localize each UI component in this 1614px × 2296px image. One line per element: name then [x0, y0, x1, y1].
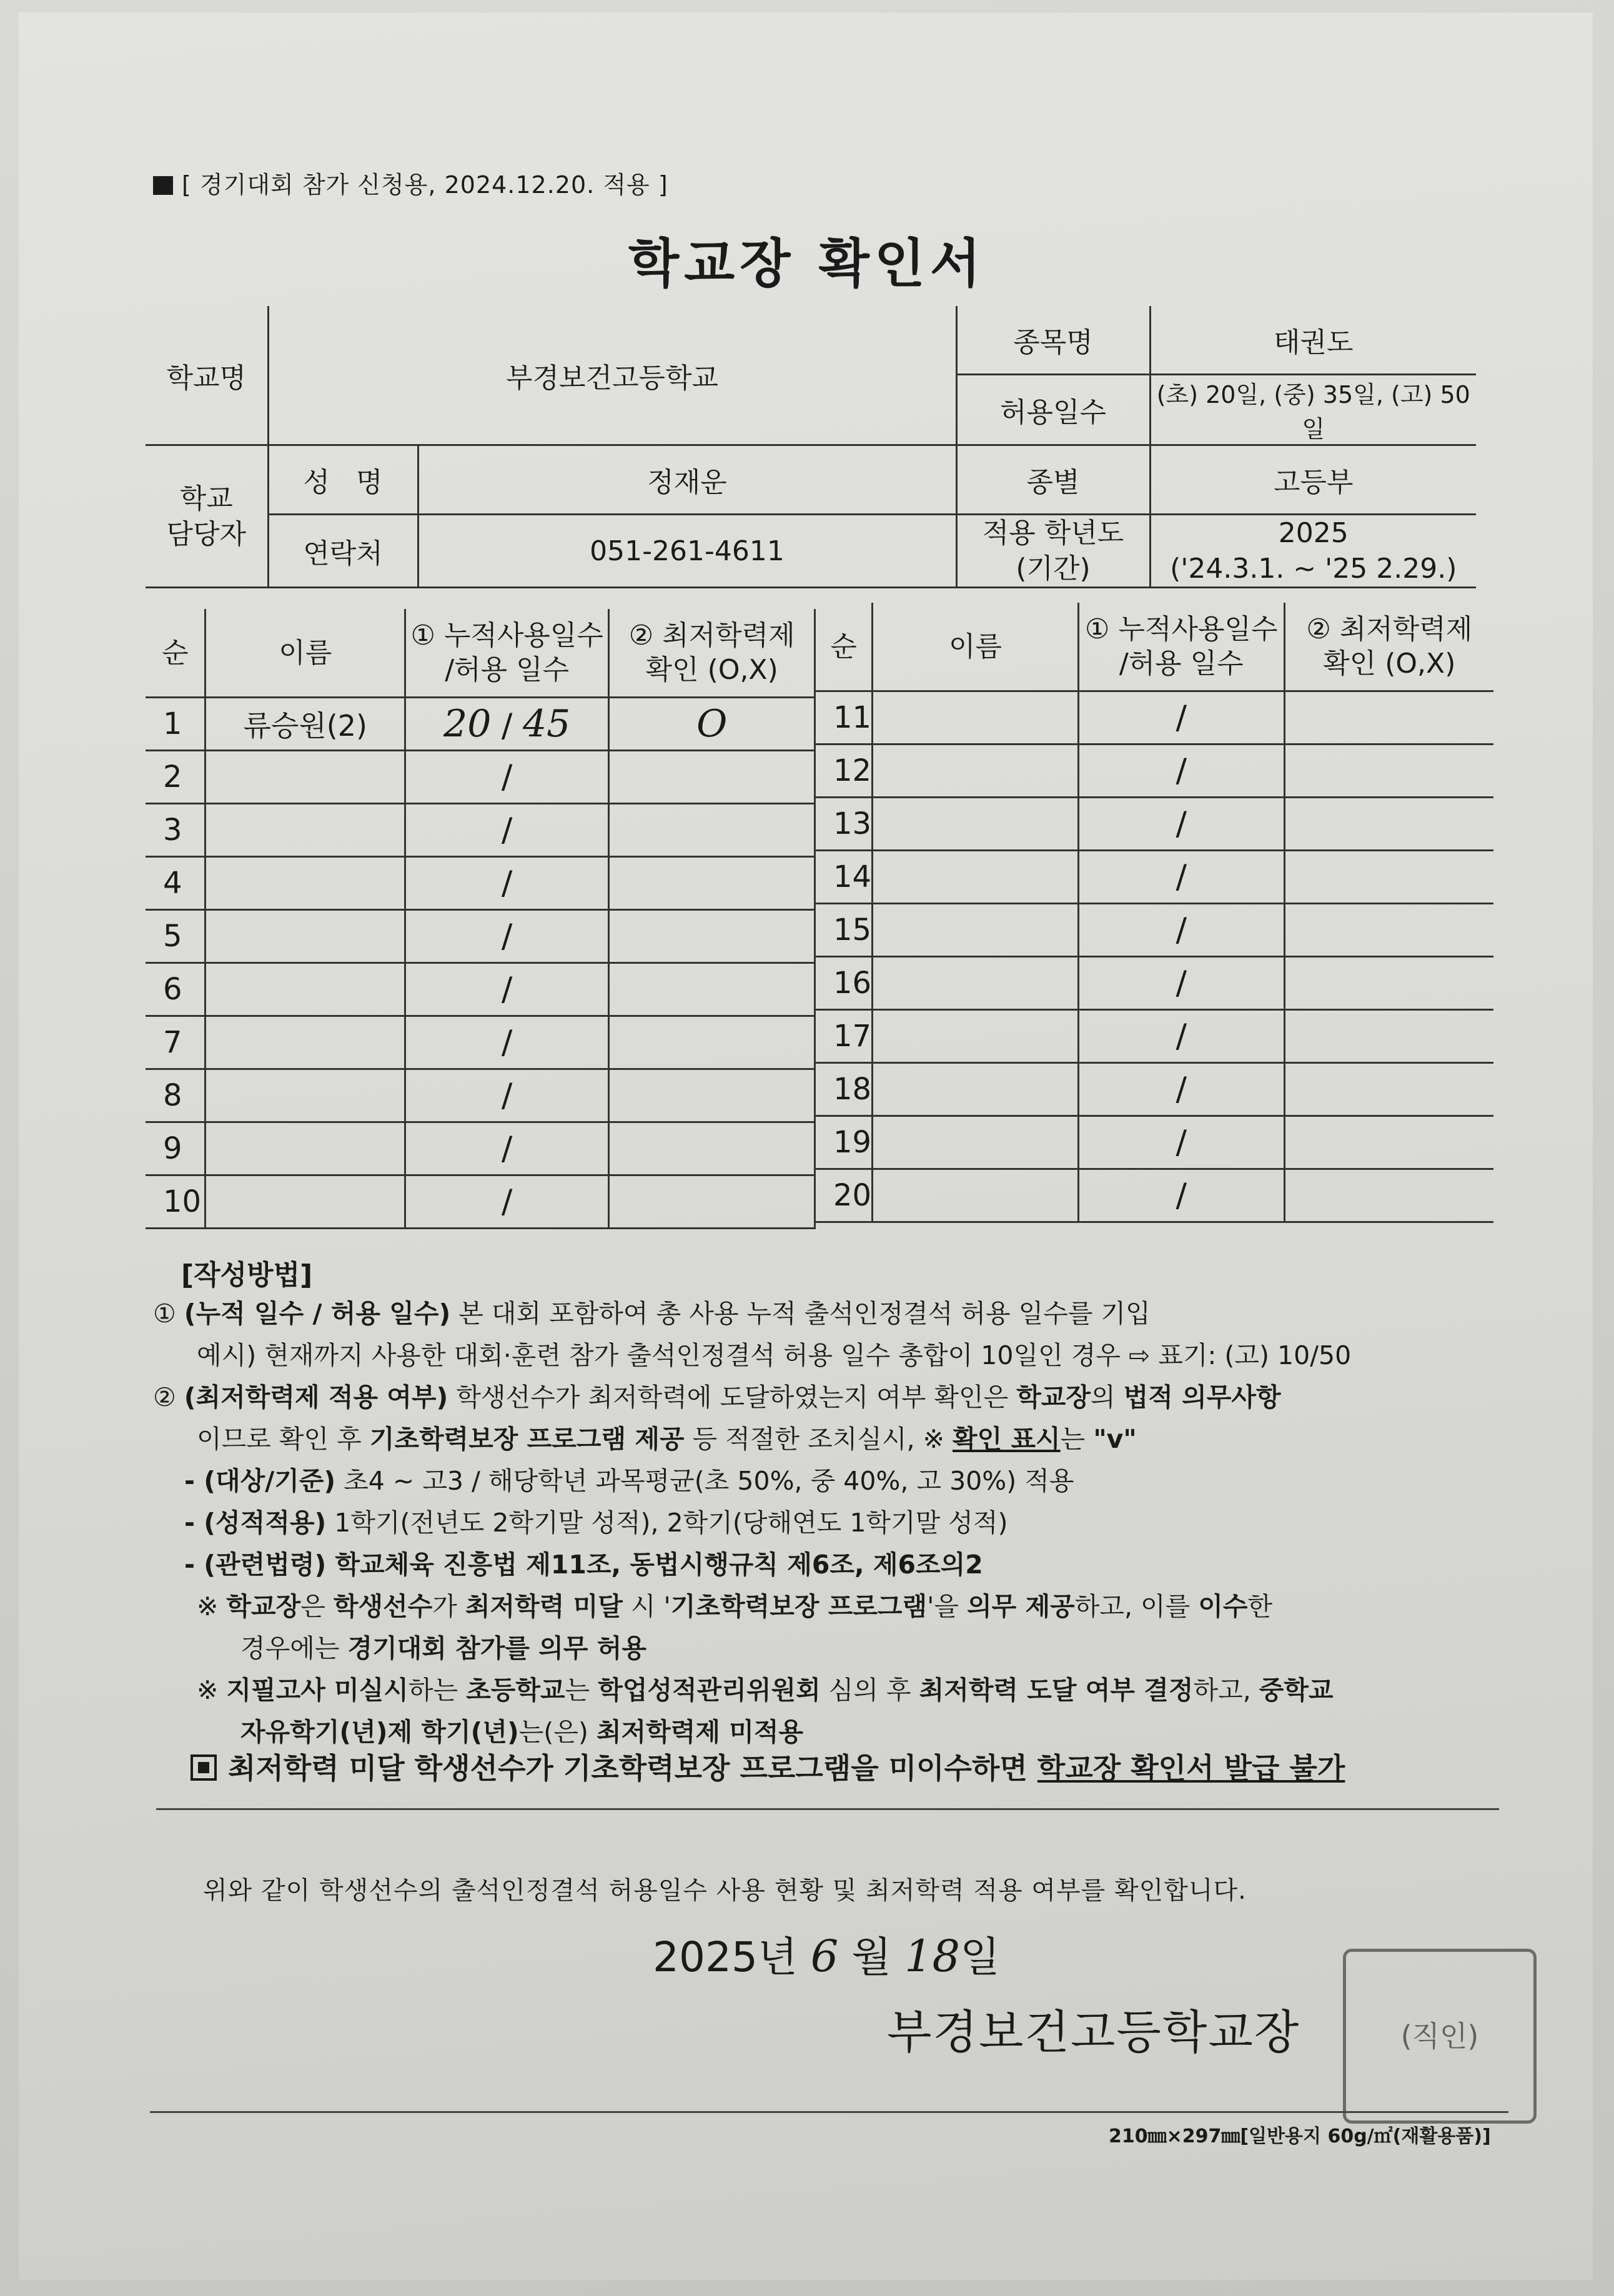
table-row — [816, 957, 1493, 1010]
row-number: 3 — [146, 804, 205, 857]
table-row — [816, 691, 1493, 745]
divider — [156, 1808, 1499, 1810]
confirmation-statement: 위와 같이 학생선수의 출석인정결석 허용일수 사용 현황 및 최저학력 적용 여부를 확인합니다. — [203, 1876, 1247, 1905]
slash-separator: / — [501, 918, 513, 955]
table-row — [146, 1016, 815, 1069]
min-academic-check — [609, 751, 815, 804]
days-used-allowed — [405, 1016, 608, 1069]
school-info-table — [146, 306, 1476, 588]
min-academic-check — [609, 910, 815, 963]
remark-1: ※ 학교장은 학생선수가 최저학력 미달 시 '기초학력보장 프로그램'을 의무 제공하고, 이를 이수한 — [197, 1591, 1273, 1621]
days-used-allowed — [1078, 798, 1284, 851]
min-academic-check — [1284, 745, 1493, 798]
min-academic-check — [1284, 1169, 1493, 1222]
document-title: 학교장 확인서 — [628, 233, 986, 294]
table-row — [146, 910, 815, 963]
allowed-days-label: 허용일수 — [956, 375, 1150, 445]
days-allowed: 45 — [522, 702, 571, 746]
divider — [150, 2111, 1508, 2113]
days-used-allowed — [405, 1069, 608, 1122]
sport-label: 종목명 — [956, 306, 1150, 375]
days-used-allowed — [1078, 1116, 1284, 1169]
division-label: 종별 — [956, 445, 1150, 515]
remark-2-cont: 자유학기(년)제 학기(년)는(은) 최저학력제 미적용 — [240, 1717, 804, 1747]
school-label: 학교명 — [146, 306, 268, 445]
table-row — [816, 851, 1493, 904]
row-number: 11 — [816, 691, 873, 745]
detail-grades: - (성적적용) 1학기(전년도 2학기말 성적), 2학기(당해연도 1학기말 성적) — [184, 1508, 1008, 1538]
participant-name — [205, 1016, 405, 1069]
row-number: 17 — [816, 1010, 873, 1063]
table-row — [146, 963, 815, 1016]
row-number: 15 — [816, 904, 873, 957]
col-header-name: 이름 — [205, 609, 405, 698]
days-used-allowed — [405, 910, 608, 963]
participant-name — [205, 963, 405, 1016]
principal-name: 부경보건고등학교장 — [887, 2006, 1300, 2059]
participant-name — [205, 1122, 405, 1175]
row-number: 10 — [146, 1175, 205, 1229]
instructions-title: [작성방법] — [181, 1259, 313, 1291]
days-used-allowed — [405, 804, 608, 857]
min-academic-check — [1284, 1063, 1493, 1116]
name-value: 정재운 — [418, 445, 956, 515]
row-number: 20 — [816, 1169, 873, 1222]
school-value: 부경보건고등학교 — [268, 306, 956, 445]
participant-name — [873, 957, 1079, 1010]
issue-date: 2025년 6 월 18일 — [653, 1931, 1000, 1982]
row-number: 6 — [146, 963, 205, 1016]
table-row — [146, 804, 815, 857]
slash-separator: / — [1176, 1017, 1187, 1055]
min-academic-check — [609, 1016, 815, 1069]
table-row — [146, 1122, 815, 1175]
check-mark: O — [696, 702, 728, 746]
days-used-allowed — [405, 963, 608, 1016]
min-academic-check — [609, 1069, 815, 1122]
days-used-allowed — [405, 751, 608, 804]
days-used-allowed — [1078, 1063, 1284, 1116]
row-number: 1 — [146, 698, 205, 751]
participant-name — [205, 1175, 405, 1229]
row-number: 7 — [146, 1016, 205, 1069]
sport-value: 태권도 — [1150, 306, 1476, 375]
name-label: 성 명 — [268, 445, 418, 515]
remark-2: ※ 지필고사 미실시하는 초등학교는 학업성적관리위원회 심의 후 최저학력 도달 여부 결정하고, 중학교 — [197, 1675, 1334, 1705]
slash-separator: / — [1176, 752, 1187, 789]
table-row — [816, 1063, 1493, 1116]
col-header-no: 순 — [146, 609, 205, 698]
days-used-allowed — [405, 698, 608, 751]
min-academic-check — [609, 1122, 815, 1175]
seal-mark: (직인) — [1400, 2019, 1479, 2053]
paper-spec-footer: 210㎜×297㎜[일반용지 60g/㎡(재활용품)] — [1109, 2125, 1491, 2147]
square-bullet-icon — [153, 176, 173, 195]
col-header-days: ① 누적사용일수 /허용 일수 — [1078, 603, 1284, 691]
slash-separator: / — [1176, 805, 1187, 843]
final-notice: 최저학력 미달 학생선수가 기초학력보장 프로그램을 미이수하면 학교장 확인서 발급 불가 — [191, 1746, 1345, 1787]
form-version-tag: [ 경기대회 참가 신청용, 2024.12.20. 적용 ] — [153, 166, 668, 200]
days-used-allowed — [1078, 957, 1284, 1010]
instructions-body — [153, 1293, 1515, 1753]
note-1-example: 예시) 현재까지 사용한 대회·훈련 참가 출석인정결석 허용 일수 총합이 10일인 경우 ⇨ 표기: (고) 10/50 — [197, 1340, 1352, 1370]
table-row — [146, 1175, 815, 1229]
min-academic-check — [609, 698, 815, 751]
min-academic-check — [609, 857, 815, 910]
slash-separator: / — [501, 1183, 513, 1220]
table-row — [816, 1116, 1493, 1169]
col-header-name: 이름 — [873, 603, 1079, 691]
remark-1-cont: 경우에는 경기대회 참가를 의무 허용 — [240, 1633, 646, 1663]
row-number: 19 — [816, 1116, 873, 1169]
days-used-allowed — [1078, 691, 1284, 745]
participant-name — [873, 691, 1079, 745]
days-used-allowed — [405, 857, 608, 910]
row-number: 9 — [146, 1122, 205, 1175]
participant-name — [873, 1063, 1079, 1116]
min-academic-check — [1284, 851, 1493, 904]
row-number: 13 — [816, 798, 873, 851]
slash-separator: / — [491, 707, 523, 745]
table-row — [816, 1169, 1493, 1222]
row-number: 2 — [146, 751, 205, 804]
min-academic-check — [1284, 904, 1493, 957]
participant-name — [205, 804, 405, 857]
participant-table-left — [146, 609, 816, 1229]
slash-separator: / — [501, 1130, 513, 1167]
row-number: 5 — [146, 910, 205, 963]
slash-separator: / — [501, 758, 513, 796]
min-academic-check — [1284, 957, 1493, 1010]
participant-name — [873, 798, 1079, 851]
slash-separator: / — [501, 864, 513, 902]
participant-name — [873, 1010, 1079, 1063]
manager-label: 학교 담당자 — [146, 445, 268, 588]
min-academic-check — [1284, 1010, 1493, 1063]
detail-target: - (대상/기준) 초4 ~ 고3 / 해당학년 과목평균(초 50%, 중 40%, 고 30%) 적용 — [184, 1466, 1074, 1496]
participant-name — [205, 1069, 405, 1122]
participant-name — [873, 904, 1079, 957]
slash-separator: / — [1176, 1071, 1187, 1108]
table-row — [816, 1010, 1493, 1063]
note-1: ① (누적 일수 / 허용 일수) 본 대회 포함하여 총 사용 누적 출석인정결석 허용 일수를 기입 — [153, 1299, 1151, 1329]
checkbox-square-icon — [191, 1754, 217, 1781]
row-number: 12 — [816, 745, 873, 798]
participant-name — [205, 910, 405, 963]
table-row — [816, 904, 1493, 957]
row-number: 8 — [146, 1069, 205, 1122]
participant-name — [205, 751, 405, 804]
slash-separator: / — [1176, 699, 1187, 736]
min-academic-check — [1284, 1116, 1493, 1169]
min-academic-check — [1284, 798, 1493, 851]
note-2-cont: 이므로 확인 후 기초학력보장 프로그램 제공 등 적절한 조치실시, ※ 확인 표시는 "v" — [197, 1424, 1137, 1454]
year-value: 2025 ('24.3.1. ~ '25 2.29.) — [1150, 515, 1476, 588]
days-used-allowed — [1078, 1169, 1284, 1222]
table-row — [146, 857, 815, 910]
contact-label: 연락처 — [268, 515, 418, 588]
min-academic-check — [1284, 691, 1493, 745]
min-academic-check — [609, 804, 815, 857]
division-value: 고등부 — [1150, 445, 1476, 515]
participant-name — [873, 745, 1079, 798]
days-used: 20 — [443, 702, 492, 746]
days-used-allowed — [1078, 904, 1284, 957]
participant-name: 류승원(2) — [205, 698, 405, 751]
slash-separator: / — [1176, 964, 1187, 1002]
col-header-no: 순 — [816, 603, 873, 691]
col-header-check: ② 최저학력제 확인 (O,X) — [1284, 603, 1493, 691]
slash-separator: / — [1176, 858, 1187, 896]
participant-name — [873, 1169, 1079, 1222]
table-row — [146, 751, 815, 804]
participant-table-right — [816, 603, 1493, 1223]
days-used-allowed — [1078, 851, 1284, 904]
slash-separator: / — [1176, 911, 1187, 949]
participant-name — [873, 851, 1079, 904]
col-header-check: ② 최저학력제 확인 (O,X) — [609, 609, 815, 698]
table-row — [816, 798, 1493, 851]
allowed-days-value: (초) 20일, (중) 35일, (고) 50일 — [1150, 375, 1476, 445]
row-number: 16 — [816, 957, 873, 1010]
days-used-allowed — [405, 1175, 608, 1229]
participant-name — [873, 1116, 1079, 1169]
days-used-allowed — [1078, 1010, 1284, 1063]
row-number: 14 — [816, 851, 873, 904]
contact-value: 051-261-4611 — [418, 515, 956, 588]
table-row — [146, 698, 815, 751]
min-academic-check — [609, 963, 815, 1016]
slash-separator: / — [1176, 1124, 1187, 1161]
note-2: ② (최저학력제 적용 여부) 학생선수가 최저학력에 도달하였는지 여부 확인은 학교장의 법적 의무사항 — [153, 1382, 1281, 1412]
official-seal — [1343, 1949, 1537, 2124]
slash-separator: / — [501, 971, 513, 1008]
table-row — [146, 1069, 815, 1122]
table-row — [816, 745, 1493, 798]
row-number: 4 — [146, 857, 205, 910]
min-academic-check — [609, 1175, 815, 1229]
slash-separator: / — [1176, 1177, 1187, 1214]
detail-law: - (관련법령) 학교체육 진흥법 제11조, 동법시행규칙 제6조, 제6조의2 — [184, 1550, 983, 1580]
slash-separator: / — [501, 811, 513, 849]
row-number: 18 — [816, 1063, 873, 1116]
participant-name — [205, 857, 405, 910]
days-used-allowed — [405, 1122, 608, 1175]
days-used-allowed — [1078, 745, 1284, 798]
slash-separator: / — [501, 1077, 513, 1114]
col-header-days: ① 누적사용일수 /허용 일수 — [405, 609, 608, 698]
year-label: 적용 학년도 (기간) — [956, 515, 1150, 588]
slash-separator: / — [501, 1024, 513, 1061]
